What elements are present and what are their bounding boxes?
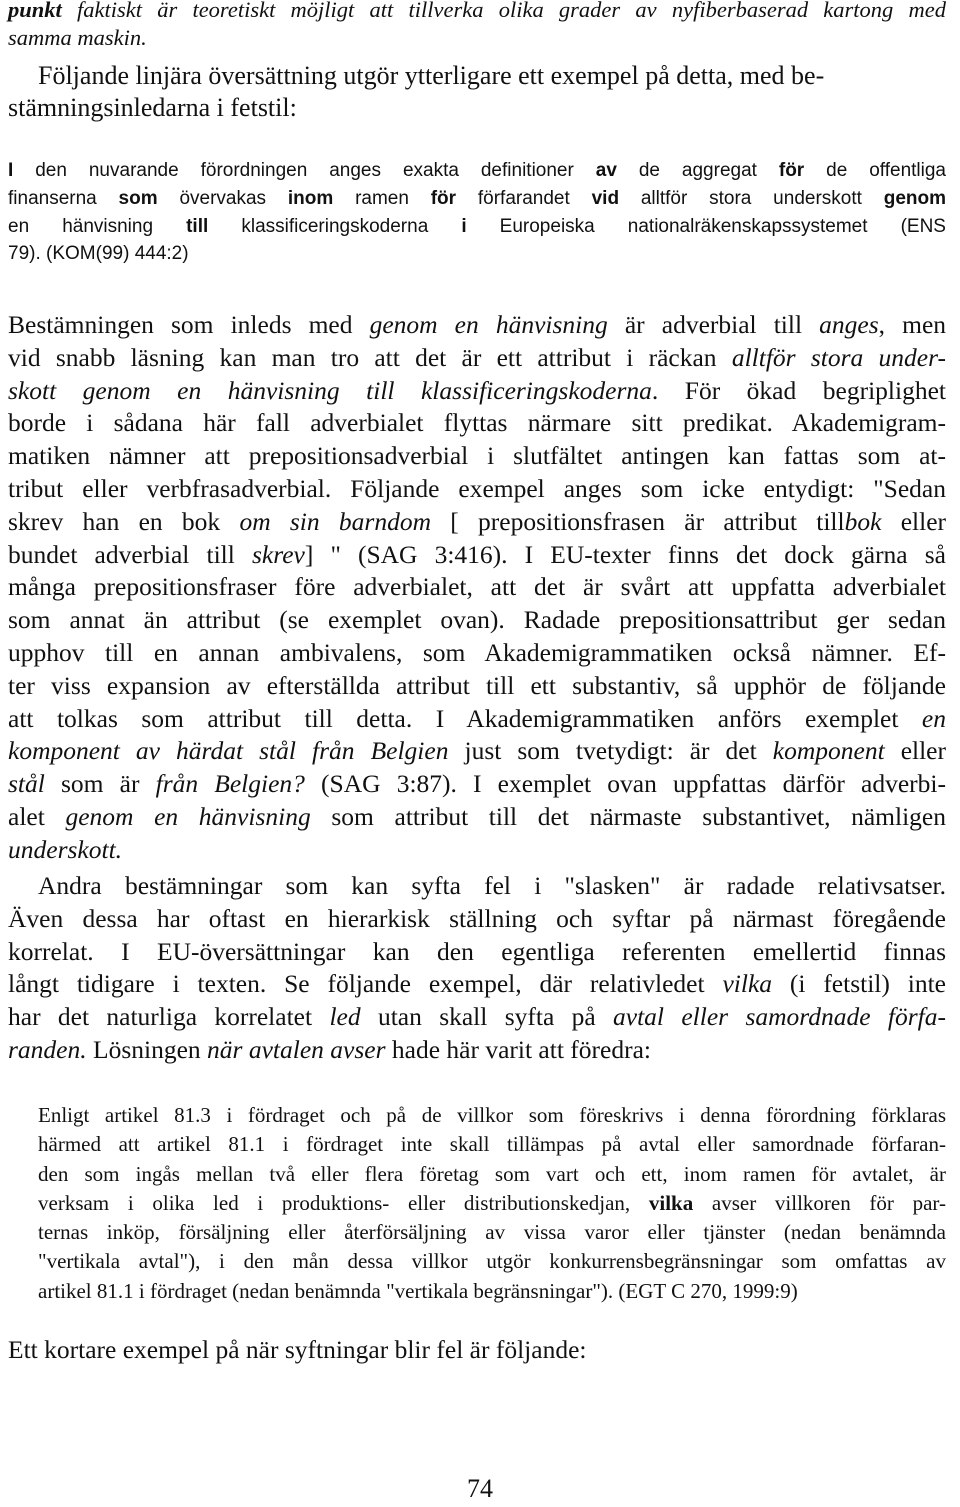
text-line — [38, 1247, 946, 1276]
intro-line-1: Följande linjära översättning utgör ytterligare ett exempel på detta, med be- — [38, 61, 825, 90]
text-run: utan skall syfta på — [360, 1002, 614, 1032]
text-run: just som tvetydigt: är det — [448, 736, 773, 766]
relative-clause-paragraph — [8, 870, 946, 1067]
text-run: Lösningen — [86, 1034, 208, 1064]
text-run: den nuvarande förordningen anges exakta definitioner — [13, 160, 596, 181]
text-line — [8, 473, 946, 506]
text-run: Enligt artikel 81.3 i fördraget och på de villkor som föreskrivs i denna förordning förklaras — [38, 1103, 946, 1127]
text-run: ter viss expansion av efterställda attribut till ett substantiv, så upphör de följande — [8, 670, 946, 700]
text-run: hade här varit att föredra: — [385, 1034, 651, 1064]
quote-kom-99 — [8, 157, 946, 268]
bold-keyword: inom — [287, 187, 334, 209]
italic-phrase: komponent — [772, 736, 885, 766]
text-run: Andra bestämningar som kan syfta fel i "slasken" är radade relativsatser. — [38, 871, 946, 900]
text-run: 79). (KOM(99) 444:2) — [8, 243, 189, 265]
text-run: eller — [881, 506, 947, 536]
bold-keyword: vilka — [648, 1190, 694, 1215]
text-run: Även dessa har oftast en hierarkisk ställning och syftar på närmast föregående — [8, 903, 946, 933]
italic-phrase: skott genom en hänvisning till klassificeringskoderna — [8, 375, 652, 405]
text-run: de offentliga — [804, 160, 946, 181]
text-run: bundet adverbial till — [8, 539, 252, 569]
italic-phrase: komponent av härdat stål från Belgien — [8, 736, 449, 766]
bold-keyword: vid — [591, 187, 620, 209]
italic-phrase: vilka — [722, 969, 773, 999]
text-run: långt tidigare i texten. Se följande exempel, där relativledet — [8, 969, 723, 999]
italic-phrase: led — [329, 1002, 361, 1032]
intro-paragraph — [8, 60, 946, 124]
text-run: matiken nämner att prepositionsadverbial i slutfältet antingen kan fattas som at- — [8, 441, 946, 471]
intro-fragment — [8, 0, 946, 52]
intro-fragment-line-2: samma maskin. — [8, 25, 147, 50]
text-line — [8, 440, 946, 473]
bold-keyword: som — [118, 187, 158, 209]
text-run: ramen — [333, 187, 431, 209]
text-line — [8, 637, 946, 670]
text-run: korrelat. I EU-översättningar kan den egentliga referenten emellertid finnas — [8, 936, 946, 966]
intro-fragment-line-1: punkt faktiskt är teoretiskt möjligt att tillverka olika grader av nyfiberbaserad kartong med — [8, 0, 946, 22]
text-run: härmed att artikel 81.1 i fördraget inte skall tillämpas på avtal eller samordnade förfaran- — [38, 1132, 946, 1157]
text-run: , men — [878, 310, 947, 339]
text-run: alet — [8, 801, 66, 831]
italic-phrase: om sin barndom — [239, 506, 432, 536]
text-run: (SAG 3:87). I exemplet ovan uppfattas därför adverbi- — [304, 769, 947, 799]
text-line — [8, 768, 946, 801]
text-run: tribut eller verbfrasadverbial. Följande exempel anges som icke entydigt: "Sedan — [8, 473, 946, 503]
text-run: är adverbial till — [607, 310, 820, 339]
text-line — [8, 604, 946, 637]
text-run: (i fetstil) inte — [772, 969, 946, 999]
italic-phrase: avtal eller samordnade förfa- — [613, 1002, 947, 1032]
italic-phrase: randen. — [8, 1034, 87, 1064]
text-line — [38, 1101, 946, 1130]
intro-line-2: stämningsinledarna i fetstil: — [8, 93, 297, 122]
text-line — [8, 213, 946, 241]
text-run: som attribut till det närmaste substantivet, nämligen — [310, 801, 947, 831]
text-line — [8, 375, 946, 408]
text-run: alltför stora underskott — [619, 187, 884, 209]
text-line — [8, 342, 946, 375]
text-run: en hänvisning — [8, 215, 187, 237]
text-line — [8, 870, 946, 903]
text-line — [8, 506, 946, 539]
bold-keyword: I — [8, 160, 14, 181]
page-number: 74 — [467, 1474, 493, 1503]
text-line — [8, 407, 946, 440]
bold-keyword: till — [186, 215, 209, 237]
italic-phrase: från Belgien? — [155, 769, 305, 799]
text-run: . För ökad begriplighet — [651, 375, 946, 405]
text-run: som är — [44, 769, 156, 799]
text-line — [8, 240, 946, 268]
text-line — [8, 1034, 946, 1067]
text-run: den som ingås mellan två eller flera företag som vart och ett, inom ramen för avtalet, är — [38, 1161, 946, 1186]
text-line — [8, 703, 946, 736]
text-run: att tolkas som attribut till detta. I Akademigrammatiken anförs exemplet — [8, 703, 922, 733]
text-line — [8, 670, 946, 703]
text-line — [38, 1130, 946, 1159]
main-paragraph — [8, 309, 946, 867]
bold-keyword: för — [778, 160, 805, 181]
text-line — [8, 801, 946, 834]
text-run: ternas inköp, försäljning eller återförsäljning av vissa varor eller tjänster (nedan benämnda — [38, 1220, 946, 1245]
italic-phrase: stål — [8, 769, 45, 799]
text-line — [8, 309, 946, 342]
text-run: vid snabb läsning kan man tro att det är ett attribut i räckan — [8, 342, 732, 372]
text-line — [8, 539, 946, 572]
text-run: verksam i olika led i produktions- eller distributionskedjan, — [38, 1190, 649, 1215]
text-run: "vertikala avtal"), i den mån dessa villkor utgör konkurrensbegränsningar som omfattas av — [38, 1249, 946, 1274]
text-line — [8, 1001, 946, 1034]
text-run: ] " (SAG 3:416). I EU-texter finns det dock gärna så — [304, 539, 946, 569]
text-run: Europeiska nationalräkenskapssystemet (ENS — [466, 215, 946, 237]
bold-keyword: av — [595, 160, 617, 181]
text-line — [38, 1218, 946, 1247]
italic-phrase: bok — [844, 506, 882, 536]
text-line — [8, 968, 946, 1001]
bold-keyword: genom — [883, 187, 946, 209]
text-line — [38, 1277, 946, 1306]
text-run: [ prepositionsfrasen är attribut till — [431, 506, 845, 536]
text-run: har det naturliga korrelatet — [8, 1002, 330, 1032]
italic-phrase: alltför stora under- — [731, 342, 947, 372]
text-run: de aggregat — [616, 160, 779, 181]
bold-keyword: i — [461, 215, 467, 237]
text-line — [8, 903, 946, 936]
text-run: borde i sådana här fall adverbialet flyttas närmare sitt predikat. Akademigram- — [8, 408, 946, 438]
text-line — [8, 735, 946, 768]
text-run: Bestämningen som inleds med — [8, 310, 370, 339]
text-run: finanserna — [8, 187, 119, 209]
text-run: eller — [884, 736, 946, 766]
closing-sentence: Ett kortare exempel på när syftningar blir fel är följande: — [8, 1335, 587, 1364]
italic-phrase: en — [921, 703, 946, 733]
italic-phrase: skrev — [251, 539, 305, 569]
text-line — [8, 834, 946, 867]
bold-keyword: för — [430, 187, 457, 209]
text-run: artikel 81.1 i fördraget (nedan benämnda "vertikala begränsningar"). (EGT C 270, 1999:9) — [38, 1278, 798, 1303]
text-run: förfarandet — [456, 187, 592, 209]
text-run: som annat än attribut (se exemplet ovan). Radade prepositionsattribut ger sedan — [8, 605, 946, 635]
quote-egt-c-270 — [38, 1101, 946, 1306]
text-line — [8, 185, 946, 213]
text-run: upphov till en annan ambivalens, som Akademigrammatiken också nämner. Ef- — [8, 637, 946, 667]
text-line — [38, 1189, 946, 1218]
italic-phrase: underskott. — [8, 834, 123, 864]
text-run: många prepositionsfraser före adverbialet, att det är svårt att uppfatta adverbialet — [8, 572, 946, 602]
text-run: övervakas — [157, 187, 288, 209]
text-run: skrev han en bok — [8, 506, 240, 536]
text-run: klassificeringskoderna — [208, 215, 462, 237]
italic-phrase: anges — [819, 310, 879, 339]
italic-phrase: genom en hänvisning — [369, 310, 608, 339]
italic-phrase: när avtalen avser — [207, 1034, 386, 1064]
italic-phrase: genom en hänvisning — [65, 801, 311, 831]
text-line — [8, 157, 946, 185]
text-run: avser villkoren för par- — [693, 1190, 947, 1215]
text-line — [38, 1160, 946, 1189]
text-line — [8, 571, 946, 604]
text-line — [8, 936, 946, 969]
